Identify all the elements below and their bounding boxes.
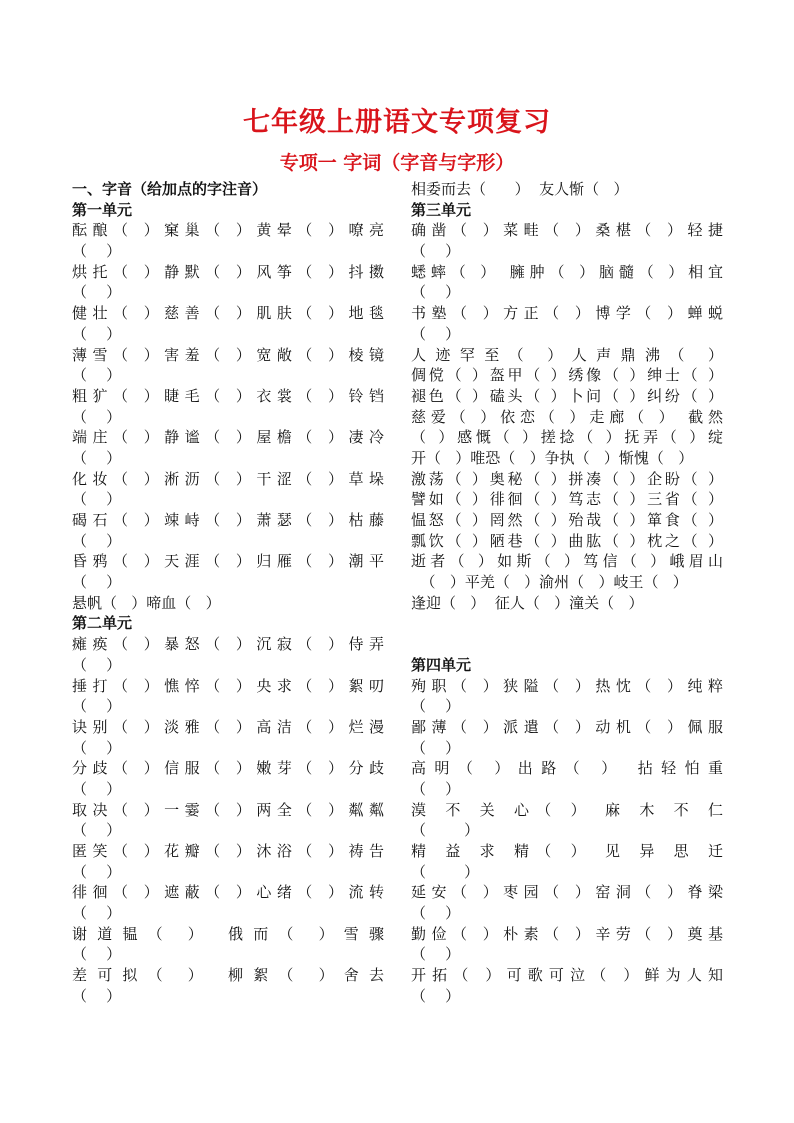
exercise-line: （ ） <box>411 324 461 343</box>
exercise-line: 谢道韫（ ） 俄而（ ）雪骤 <box>72 924 384 943</box>
exercise-line: （ ） <box>72 986 122 1005</box>
exercise-line: 精 益 求 精（ ） 见 异 思 迁 <box>411 842 723 860</box>
exercise-line: （ ） <box>72 862 122 881</box>
exercise-line: （ ） <box>72 242 122 261</box>
section-subtitle: 专项一 字词（字音与字形） <box>279 152 515 174</box>
exercise-line: （ ） <box>411 738 461 757</box>
exercise-line: 鄙薄（ ）派遣（ ）动机（ ）佩服 <box>411 717 723 736</box>
exercise-line: 化妆（ ）淅沥（ ）干涩（ ）草垛 <box>72 469 384 488</box>
exercise-line: 健壮（ ）慈善（ ）肌肤（ ）地毯 <box>72 304 384 323</box>
exercise-line: 书塾（ ）方正（ ）博学（ ）蝉蜕 <box>411 304 723 323</box>
exercise-line: 殉职（ ）狭隘（ ）热忱（ ）纯粹 <box>411 676 723 695</box>
exercise-line: 人迹罕至（ ）人声鼎沸（ ） <box>411 345 723 364</box>
exercise-line: 开（ ）唯恐（ ）争执（ ）惭愧（ ） <box>411 448 694 467</box>
exercise-line: 蟋蟀（ ） 臃肿（ ）脑髓（ ）相宜 <box>411 262 723 281</box>
page-title: 七年级上册语文专项复习 <box>243 107 551 138</box>
exercise-line: （ ） <box>411 821 480 840</box>
exercise-line: 差可拟（ ） 柳絮（ ）舍去 <box>72 966 384 985</box>
exercise-line: （ ） <box>411 904 461 923</box>
exercise-line: 高明（ ）出路（ ） 拈轻怕重 <box>411 759 723 778</box>
exercise-line: 瓢饮（ ）陋巷（ ）曲肱（ ）枕之（ ） <box>411 531 723 550</box>
exercise-line: （ ） <box>72 448 122 467</box>
left-column <box>72 179 384 1007</box>
exercise-line: （ ） <box>72 490 122 509</box>
exercise-line: 悬帆（ ）啼血（ ） <box>72 593 221 612</box>
exercise-line: 瘫痪（ ）暴怒（ ）沉寂（ ）侍弄 <box>72 635 384 654</box>
exercise-line: （ ） <box>72 738 122 757</box>
section-heading: 第四单元 <box>411 655 472 674</box>
exercise-line: （ ） <box>411 242 461 261</box>
exercise-line: （ ） <box>411 945 461 964</box>
exercise-line: （ ） <box>72 573 122 592</box>
exercise-line: （ ） <box>72 821 122 840</box>
exercise-line: （ ） <box>72 324 122 343</box>
section-heading: 第三单元 <box>411 200 472 219</box>
exercise-line: 分歧（ ）信服（ ）嫩芽（ ）分歧 <box>72 759 384 778</box>
exercise-line: 碣石（ ）竦峙（ ）萧瑟（ ）枯藤 <box>72 511 384 529</box>
exercise-line: 徘徊（ ）遮蔽（ ）心绪（ ）流转 <box>72 883 384 902</box>
exercise-line: （ ） <box>72 904 122 923</box>
exercise-line: （ ） <box>72 366 122 385</box>
exercise-line: （ ） <box>72 531 122 550</box>
exercise-line: 勤俭（ ）朴素（ ）辛劳（ ）奠基 <box>411 924 723 943</box>
exercise-line: 延安（ ）枣园（ ）窑洞（ ）脊梁 <box>411 883 723 902</box>
exercise-line: 捶打（ ）憔悴（ ）央求（ ）絮叨 <box>72 676 384 695</box>
exercise-line: 烘托（ ）静默（ ）风筝（ ）抖擞 <box>72 262 384 281</box>
exercise-line: 诀别（ ）淡雅（ ）高洁（ ）烂漫 <box>72 717 384 736</box>
exercise-line: 愠怒（ ）罔然（ ）殆哉（ ）箪食（ ） <box>411 511 723 529</box>
exercise-line: （ ） <box>411 862 480 881</box>
exercise-line: 逝者（ ）如斯（ ）笃信（ ）峨眉山 <box>411 552 723 571</box>
exercise-line: （ ）平羌（ ）渝州（ ）岐王（ ） <box>411 573 688 592</box>
exercise-line: 取决（ ）一霎（ ）两全（ ）粼粼 <box>72 800 384 819</box>
exercise-line: （ ） <box>411 779 461 798</box>
right-column <box>411 179 723 1007</box>
exercise-line: 酝酿（ ）窠巢（ ）黄晕（ ）嘹亮 <box>72 221 384 240</box>
exercise-line: 确凿（ ）菜畦（ ）桑椹（ ）轻捷 <box>411 221 723 240</box>
section-heading: 一、字音（给加点的字注音） <box>72 180 268 198</box>
exercise-line: 开拓（ ）可歌可泣（ ）鲜为人知 <box>411 966 723 985</box>
exercise-line: （ ） <box>411 283 461 302</box>
exercise-line: （ ） <box>72 779 122 798</box>
exercise-line: 昏鸦（ ）天涯（ ）归雁（ ）潮平 <box>72 552 384 571</box>
exercise-line: 漠 不 关 心（ ） 麻 木 不 仁 <box>411 800 723 819</box>
spacer-line <box>411 613 723 634</box>
exercise-line: 激荡（ ）奥秘（ ）拼凑（ ）企盼（ ） <box>411 469 723 488</box>
exercise-line: （ ） <box>72 945 122 964</box>
exercise-line: 粗犷（ ）睫毛（ ）衣裳（ ）铃铛 <box>72 386 384 405</box>
exercise-line: 薄雪（ ）害羞（ ）宽敞（ ）棱镜 <box>72 345 384 364</box>
exercise-line: （ ） <box>72 697 122 716</box>
exercise-line: 相委而去（ ） 友人惭（ ） <box>411 180 629 198</box>
exercise-line: 逢迎（ ） 征人（ ）潼关（ ） <box>411 593 644 612</box>
exercise-line: 褪色（ ）磕头（ ）卜问（ ）纠纷（ ） <box>411 386 723 405</box>
exercise-line: （ ） <box>411 697 461 716</box>
exercise-line: 匿笑（ ）花瓣（ ）沐浴（ ）祷告 <box>72 842 384 860</box>
exercise-line: （ ）感慨（ ）搓捻（ ）抚弄（ ）绽 <box>411 428 723 447</box>
exercise-line: 倜傥（ ）盔甲（ ）绣像（ ）绅士（ ） <box>411 366 723 385</box>
spacer-line <box>411 634 723 655</box>
exercise-line: （ ） <box>411 986 461 1005</box>
exercise-line: （ ） <box>72 655 122 674</box>
exercise-line: （ ） <box>72 407 122 426</box>
section-heading: 第一单元 <box>72 200 133 219</box>
exercise-line: 端庄（ ）静谧（ ）屋檐（ ）凄冷 <box>72 428 384 447</box>
exercise-line: （ ） <box>72 283 122 302</box>
exercise-line: 譬如（ ）徘徊（ ）笃志（ ）三省（ ） <box>411 490 723 509</box>
exercise-line: 慈爱（ ）依恋（ ）走廊（ ） 截然 <box>411 407 723 426</box>
section-heading: 第二单元 <box>72 614 133 633</box>
